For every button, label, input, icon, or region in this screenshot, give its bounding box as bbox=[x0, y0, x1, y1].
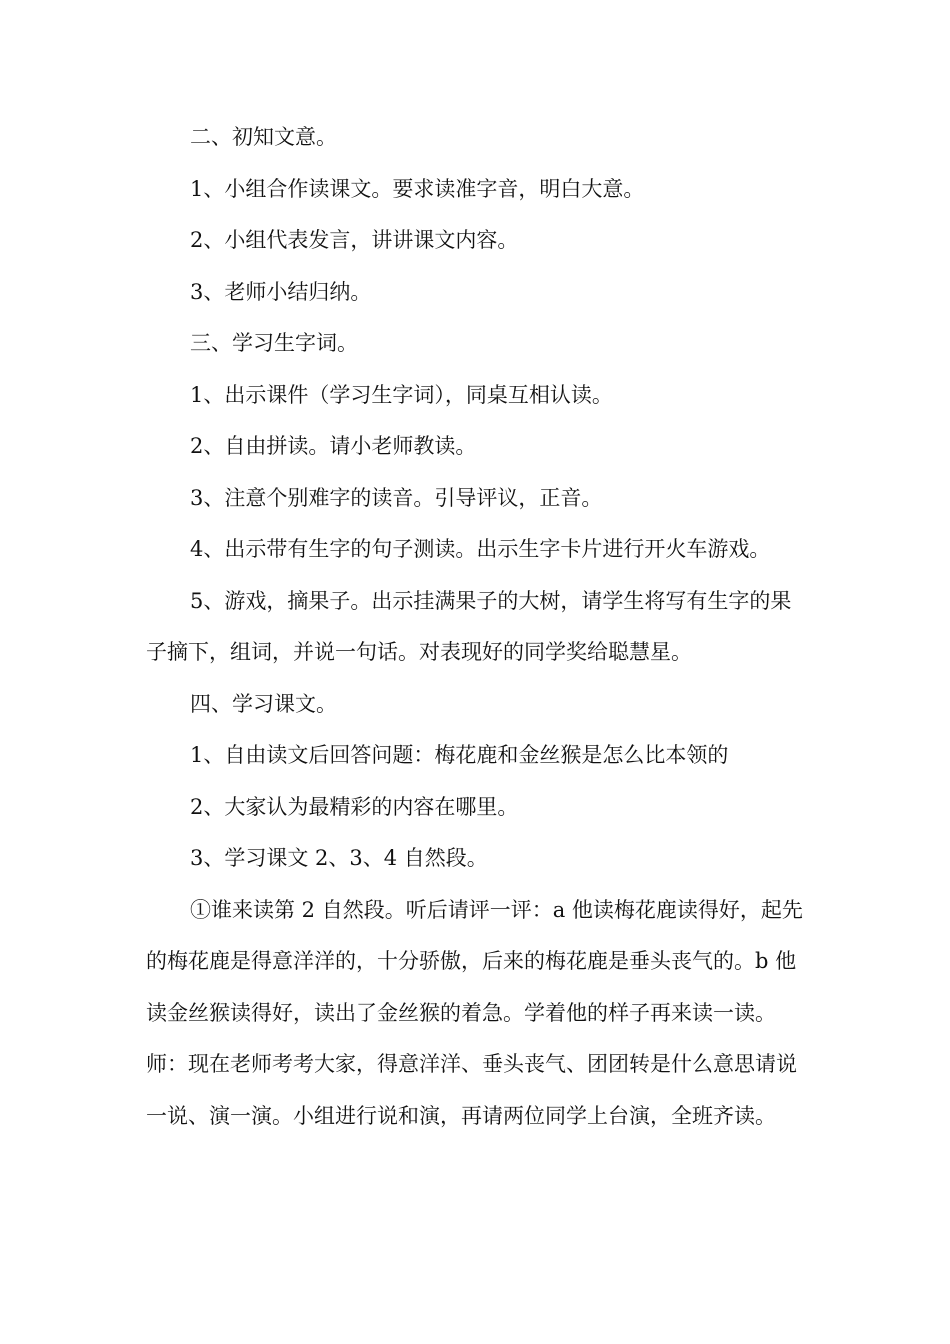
list-item: 1、出示课件（学习生字词），同桌互相认读。 bbox=[190, 382, 613, 407]
section-heading-3: 三、学习生字词。 bbox=[190, 331, 358, 355]
section-heading-2: 二、初知文意。 bbox=[190, 125, 337, 149]
list-item: 2、自由拼读。请小老师教读。 bbox=[190, 434, 477, 458]
list-item: 1、自由读文后回答问题：梅花鹿和金丝猴是怎么比本领的 bbox=[190, 743, 729, 767]
list-item: 1、小组合作读课文。要求读准字音，明白大意。 bbox=[190, 176, 645, 201]
list-item: 3、老师小结归纳。 bbox=[190, 279, 372, 304]
list-item: 3、学习课文 2、3、4 自然段。 bbox=[190, 846, 488, 870]
list-item: 3、注意个别难字的读音。引导评议，正音。 bbox=[190, 485, 603, 510]
list-item: 2、小组代表发言，讲讲课文内容。 bbox=[190, 228, 519, 252]
list-item: ①谁来读第 2 自然段。听后请评一评：a 他读梅花鹿读得好，起先的梅花鹿是得意洋洋的，十分骄傲，后来的梅花鹿是垂头丧气的。b 他读金丝猴读得好，读出了金丝猴的着急。学着他的样子再来读一读。师：现在老师考考大家，得意洋洋、垂头丧气、团团转是什么意思请说一说、演一演。小组进行说和演，再请两位同学上台演，全班齐读。 bbox=[146, 897, 803, 1128]
document-body bbox=[146, 112, 811, 1142]
list-item: 4、出示带有生字的句子测读。出示生字卡片进行开火车游戏。 bbox=[190, 537, 771, 561]
list-item: 5、游戏，摘果子。出示挂满果子的大树，请学生将写有生字的果子摘下，组词，并说一句话。对表现好的同学奖给聪慧星。 bbox=[146, 588, 792, 664]
section-heading-4: 四、学习课文。 bbox=[190, 691, 337, 716]
list-item: 2、大家认为最精彩的内容在哪里。 bbox=[190, 794, 519, 819]
